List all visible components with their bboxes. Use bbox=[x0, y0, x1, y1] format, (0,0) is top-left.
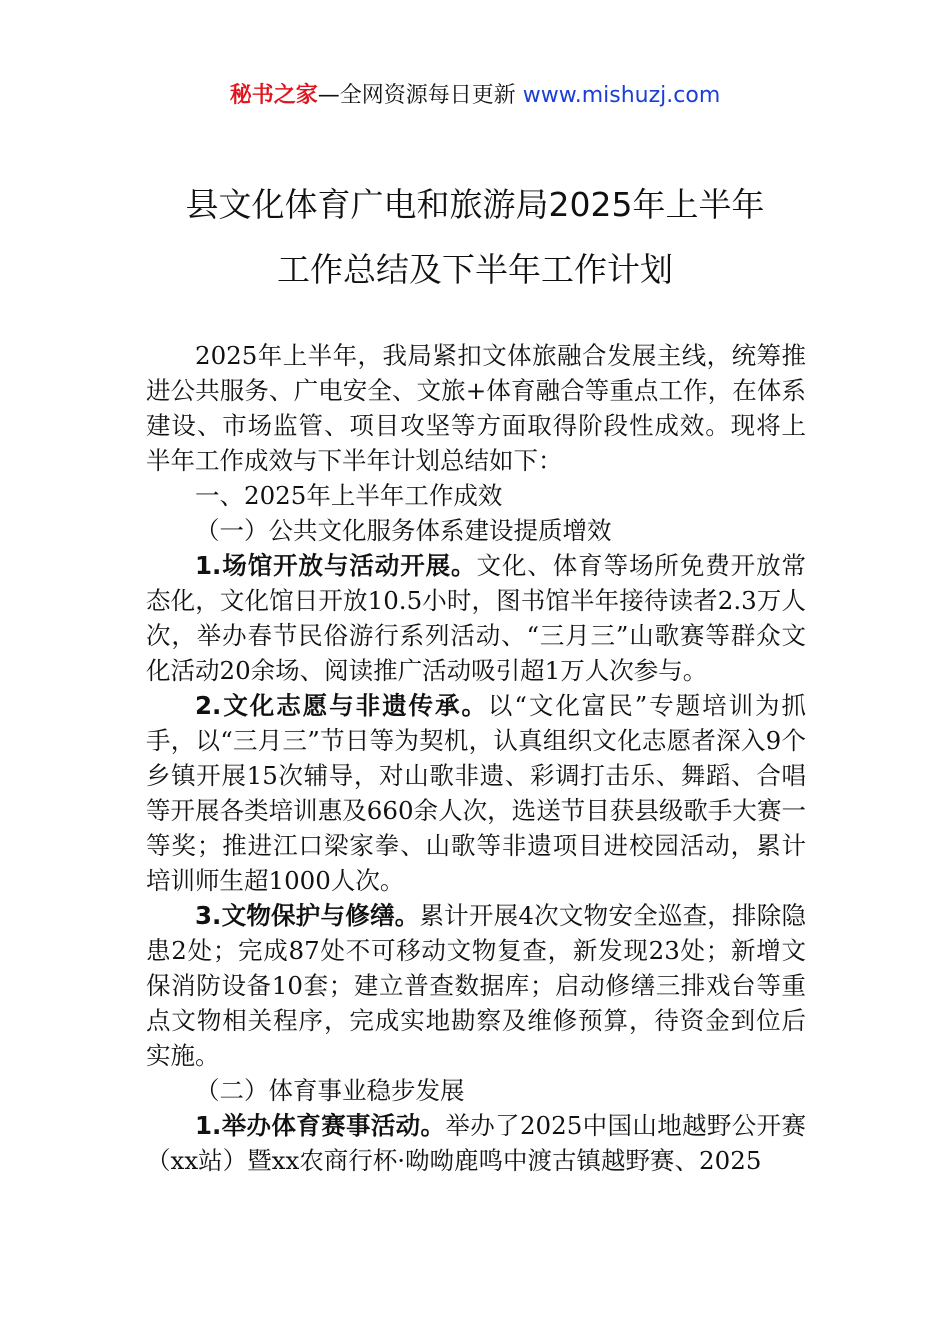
site-brand: 秘书之家 bbox=[229, 83, 318, 108]
paragraph-volunteers bbox=[146, 688, 806, 898]
paragraph-lead: 1.场馆开放与活动开展。 bbox=[195, 551, 477, 580]
document-title-line-2: 工作总结及下半年工作计划 bbox=[277, 250, 673, 289]
document-body bbox=[146, 338, 806, 1178]
paragraph-lead: 1.举办体育赛事活动。 bbox=[195, 1111, 446, 1140]
paragraph-relics bbox=[146, 898, 806, 1073]
paragraph-venues bbox=[146, 548, 806, 688]
subsection-heading-2: （二）体育事业稳步发展 bbox=[195, 1076, 465, 1105]
paragraph-text: 文化、体育等场所免费开放常态化，文化馆日开放10.5小时，图书馆半年接待读者2.3万人次，举办春节民俗游行系列活动、“三月三”山歌赛等群众文化活动20余场、阅读推广活动吸引超1万人次参与。 bbox=[146, 551, 806, 685]
paragraph-text: 累计开展4次文物安全巡查，排除隐患2处；完成87处不可移动文物复查，新发现23处；新增文保消防设备10套；建立普查数据库；启动修缮三排戏台等重点文物相关程序，完成实地勘察及维修预算，待资金到位后实施。 bbox=[146, 901, 806, 1070]
paragraph-lead: 3.文物保护与修缮。 bbox=[195, 901, 420, 930]
intro-paragraph: 2025年上半年，我局紧扣文体旅融合发展主线，统筹推进公共服务、广电安全、文旅+体育融合等重点工作，在体系建设、市场监管、项目攻坚等方面取得阶段性成效。现将上半年工作成效与下半年计划总结如下： bbox=[146, 341, 806, 475]
document-title-line-1: 县文化体育广电和旅游局2025年上半年 bbox=[185, 185, 765, 224]
paragraph-lead: 2.文化志愿与非遗传承。 bbox=[195, 691, 488, 720]
section-heading-1: 一、2025年上半年工作成效 bbox=[195, 481, 503, 510]
paragraph-text: 以“文化富民”专题培训为抓手，以“三月三”节日等为契机，认真组织文化志愿者深入9个乡镇开展15次辅导，对山歌非遗、彩调打击乐、舞蹈、合唱等开展各类培训惠及660余人次，选送节目获县级歌手大赛一等奖；推进江口梁家拳、山歌等非遗项目进校园活动，累计培训师生超1000人次。 bbox=[146, 691, 806, 895]
subsection-heading-1: （一）公共文化服务体系建设提质增效 bbox=[195, 516, 612, 545]
site-url-link[interactable]: www.mishuzj.com bbox=[522, 83, 721, 108]
paragraph-sports-events bbox=[146, 1108, 806, 1178]
site-header bbox=[0, 80, 950, 112]
site-tagline: —全网资源每日更新 bbox=[317, 83, 516, 108]
paragraph-text: 举办了2025中国山地越野公开赛（xx站）暨xx农商行杯·呦呦鹿鸣中渡古镇越野赛、2025 bbox=[146, 1111, 806, 1175]
